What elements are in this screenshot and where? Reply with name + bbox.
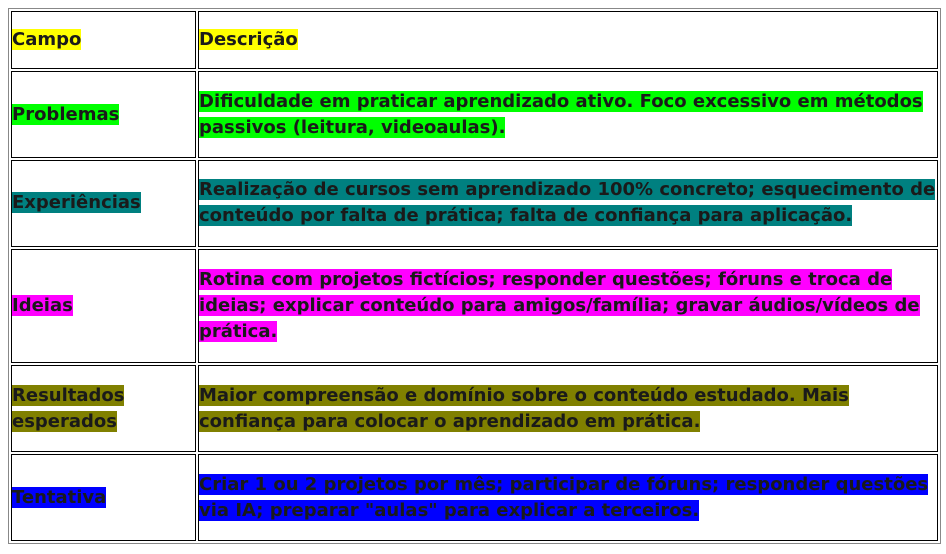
descricao-cell [198,160,938,247]
campo-label: Problemas [12,103,120,125]
descricao-text: Maior compreensão e domínio sobre o conteúdo estudado. Mais confiança para colocar o aprendizado em prática. [199,384,849,432]
table-row-ideias [11,249,938,363]
descricao-text: Rotina com projetos fictícios; responder questões; fóruns e troca de ideias; explicar conteúdo para amigos/família; gravar áudios/vídeos de prática. [199,269,920,343]
header-cell-campo [11,11,196,69]
descricao-cell [198,365,938,452]
campo-cell [11,454,196,541]
descricao-text: Realização de cursos sem aprendizado 100% concreto; esquecimento de conteúdo por falta de prática; falta de confiança para aplicação. [199,179,936,227]
descricao-text: Dificuldade em praticar aprendizado ativo. Foco excessivo em métodos passivos (leitura, videoaulas). [199,90,923,138]
header-cell-descricao [198,11,938,69]
table-row-experiencias [11,160,938,247]
table-row-problemas [11,71,938,158]
descricao-cell [198,71,938,158]
content-table [8,8,941,544]
table-row-tentativa [11,454,938,541]
campo-label: Ideias [12,295,73,317]
table-row-resultados-esperados [11,365,938,452]
campo-label: Experiências [12,192,141,214]
campo-cell [11,365,196,452]
header-label-campo: Campo [12,29,82,51]
table-header-row [11,11,938,69]
campo-label: Resultados esperados [12,384,125,432]
campo-cell [11,249,196,363]
descricao-text: Criar 1 ou 2 projetos por mês; participar de fóruns; responder questões via IA; preparar "aulas" para explicar a terceiros. [199,473,929,521]
campo-cell [11,160,196,247]
campo-cell [11,71,196,158]
header-label-descricao: Descrição [199,29,298,51]
campo-label: Tentativa [12,486,107,508]
descricao-cell [198,249,938,363]
descricao-cell [198,454,938,541]
